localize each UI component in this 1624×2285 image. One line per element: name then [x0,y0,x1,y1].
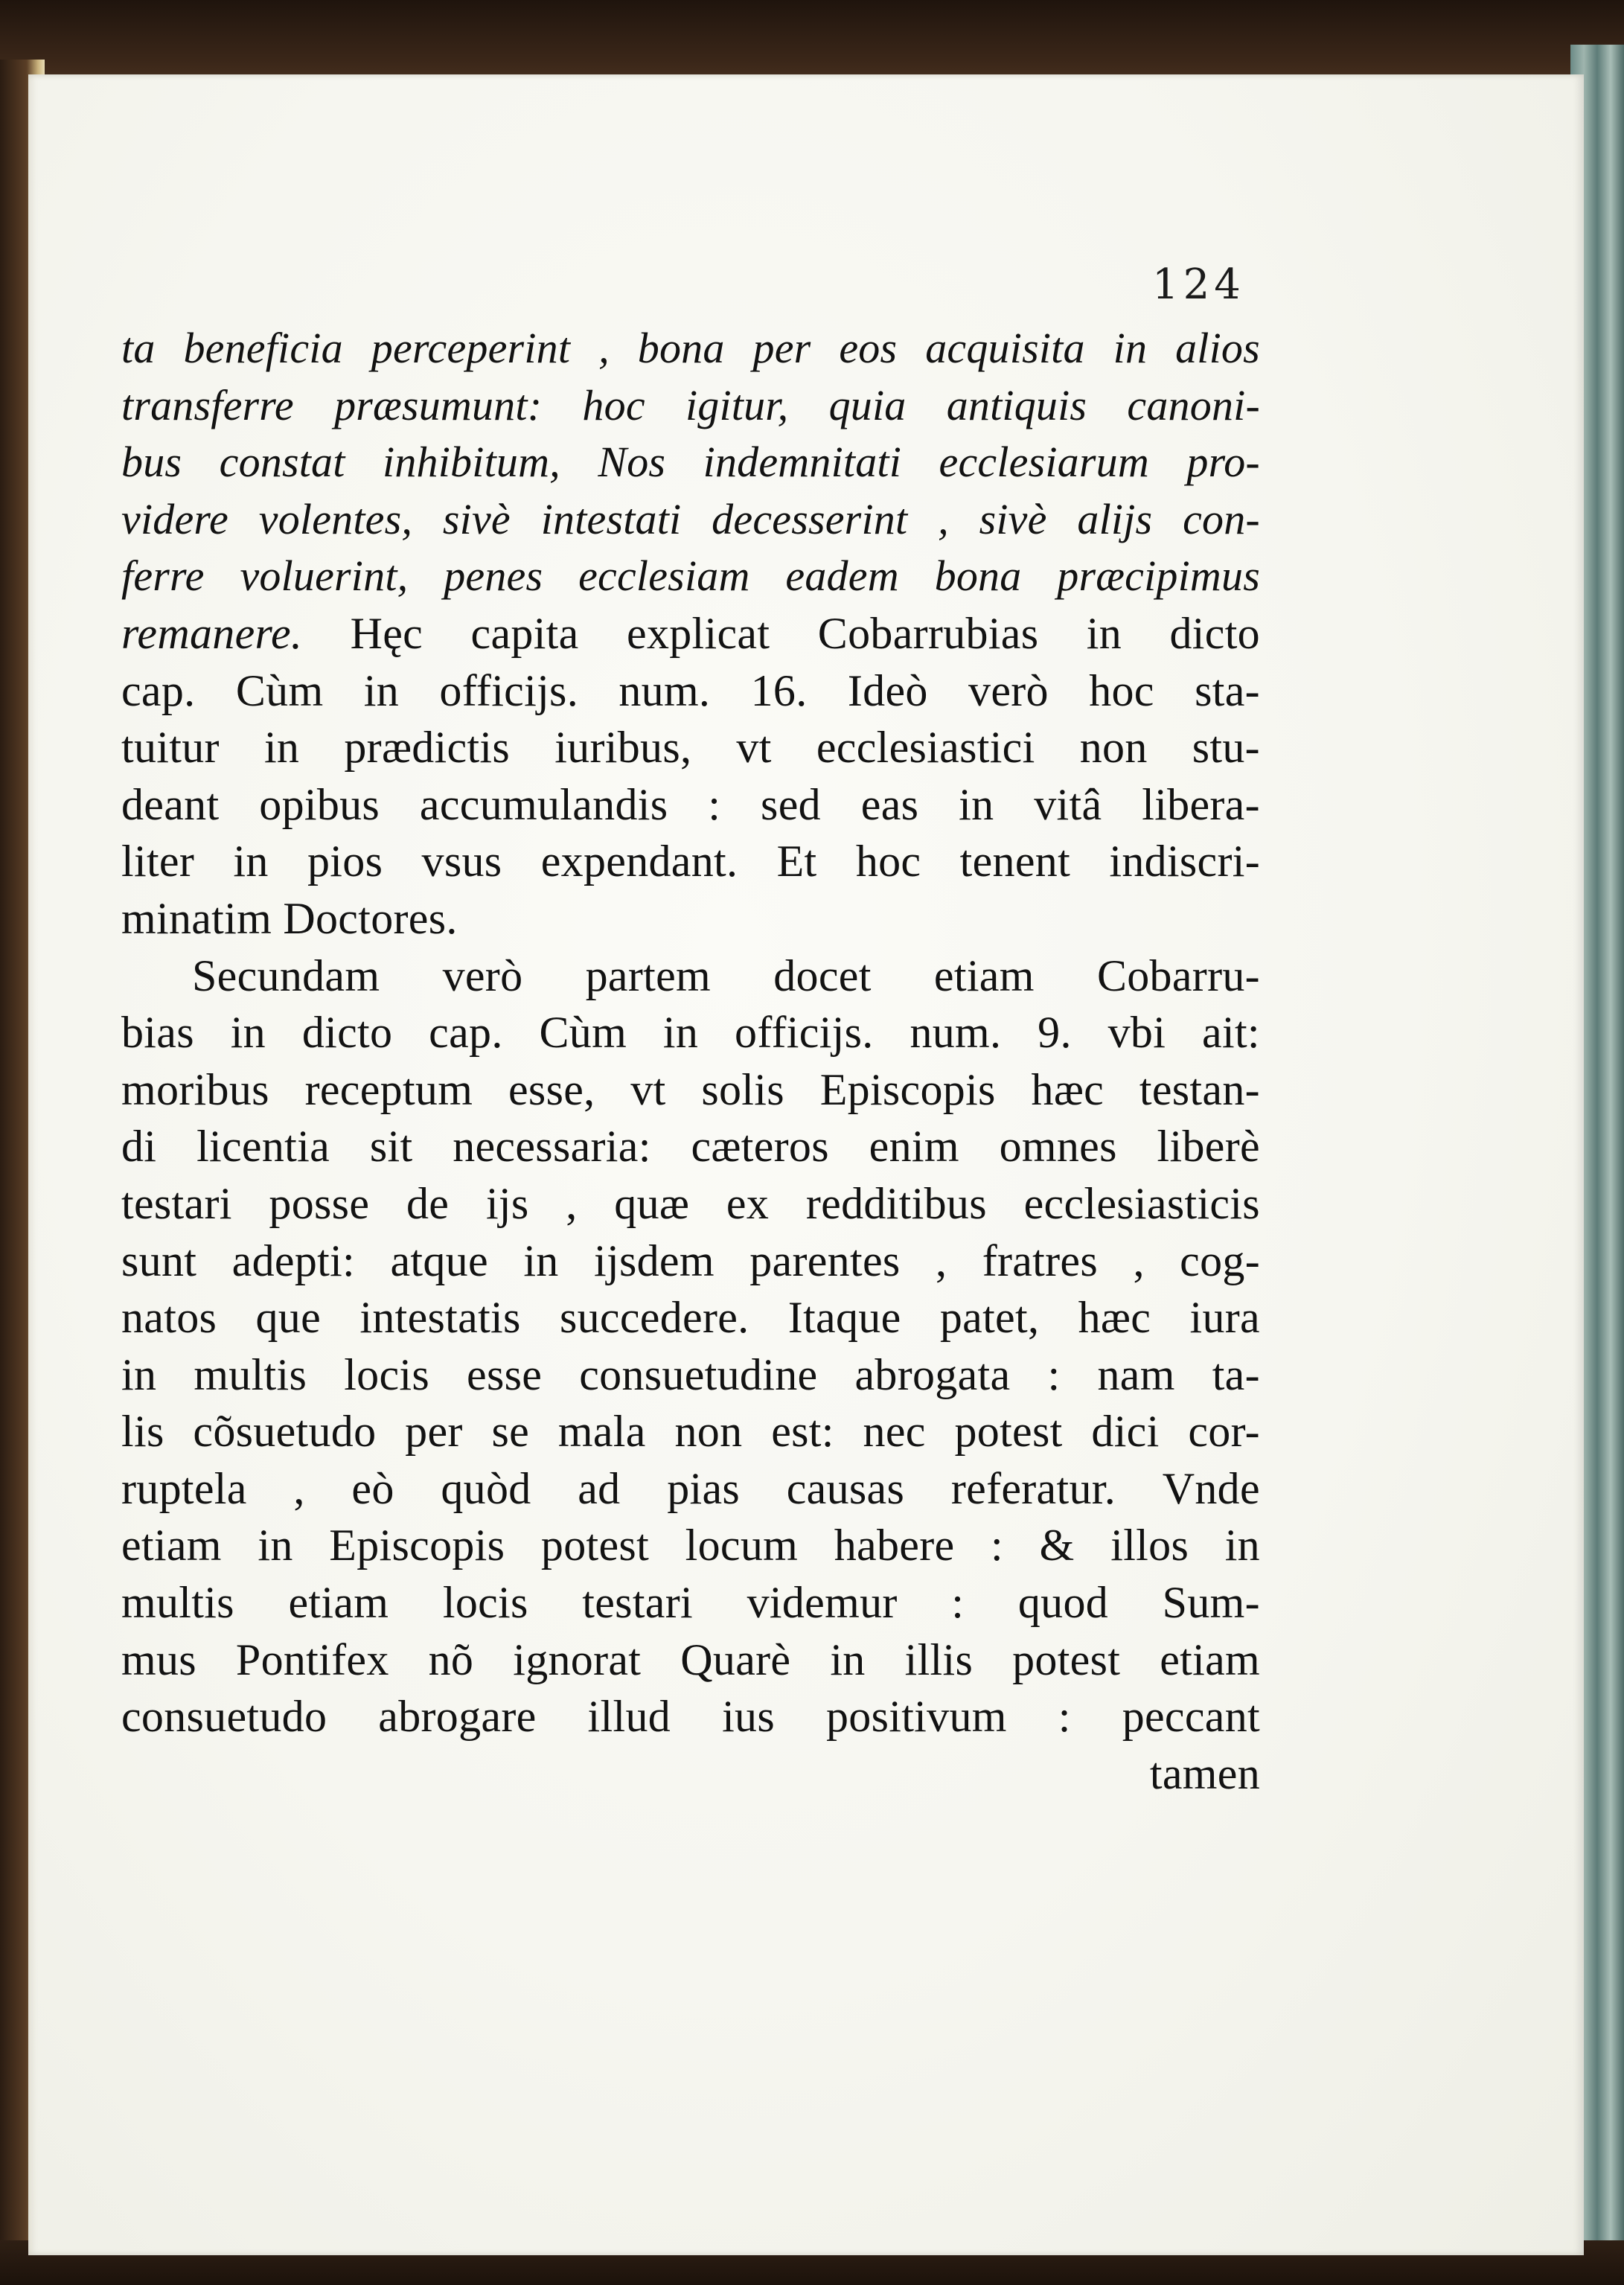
text-line: natos que intestatis succedere. Itaque patet, hæc iura [121,1293,1260,1343]
page-number: 124 [1152,261,1245,309]
text-line: testari posse de ijs , quæ ex redditibus ecclesiasticis [121,1178,1260,1228]
text-line: etiam in Episcopis potest locum habere : & illos in [121,1521,1260,1570]
text-line: minatim Doctores. [121,893,458,943]
text-line: bias in dicto cap. Cùm in officijs. num. 9. vbi ait: [121,1008,1260,1058]
text-line: di licentia sit necessaria: cæteros enim omnes liberè [121,1122,1260,1172]
catchword: tamen [1149,1748,1260,1798]
text-line: videre volentes, sivè intestati decesserint , sivè alijs con- [121,494,1260,543]
text-line: consuetudo abrogare illud ius positivum : peccant [121,1692,1260,1742]
text-line: cap. Cùm in officijs. num. 16. Ideò verò hoc sta- [121,665,1260,715]
text-line: mus Pontifex nõ ignorat Quarè in illis potest etiam [121,1634,1260,1684]
book-page [28,74,1584,2255]
text-line: liter in pios vsus expendant. Et hoc tenent indiscri- [121,837,1260,886]
text-line: deant opibus accumulandis : sed eas in vitâ libera- [121,779,1260,829]
text-line: Secundam verò partem docet etiam Cobarru- [192,950,1260,1000]
text-line: lis cõsuetudo per se mala non est: nec potest dici cor- [121,1407,1260,1457]
text-line: multis etiam locis testari videmur : quod Sum- [121,1578,1260,1628]
text-line: in multis locis esse consuetudine abrogata : nam ta- [121,1349,1260,1399]
text-line: bus constat inhibitum, Nos indemnitati ecclesiarum pro- [121,438,1260,487]
text-line: moribus receptum esse, vt solis Episcopis hæc testan- [121,1064,1260,1114]
text-line: transferre præsumunt: hoc igitur, quia antiquis canoni- [121,380,1260,429]
text-line: remanere. Hęc capita explicat Cobarrubias in dicto [121,608,1260,658]
text-line: ta beneficia perceperint , bona per eos acquisita in alios [121,324,1260,372]
text-line: ruptela , eò quòd ad pias causas referatur. Vnde [121,1463,1260,1513]
text-line: sunt adepti: atque in ijsdem parentes , fratres , cog- [121,1236,1260,1285]
text-line: ferre voluerint, penes ecclesiam eadem bona præcipimus [121,552,1260,601]
body-text [121,320,1260,1802]
text-line: tuitur in prædictis iuribus, vt ecclesiastici non stu- [121,723,1260,773]
